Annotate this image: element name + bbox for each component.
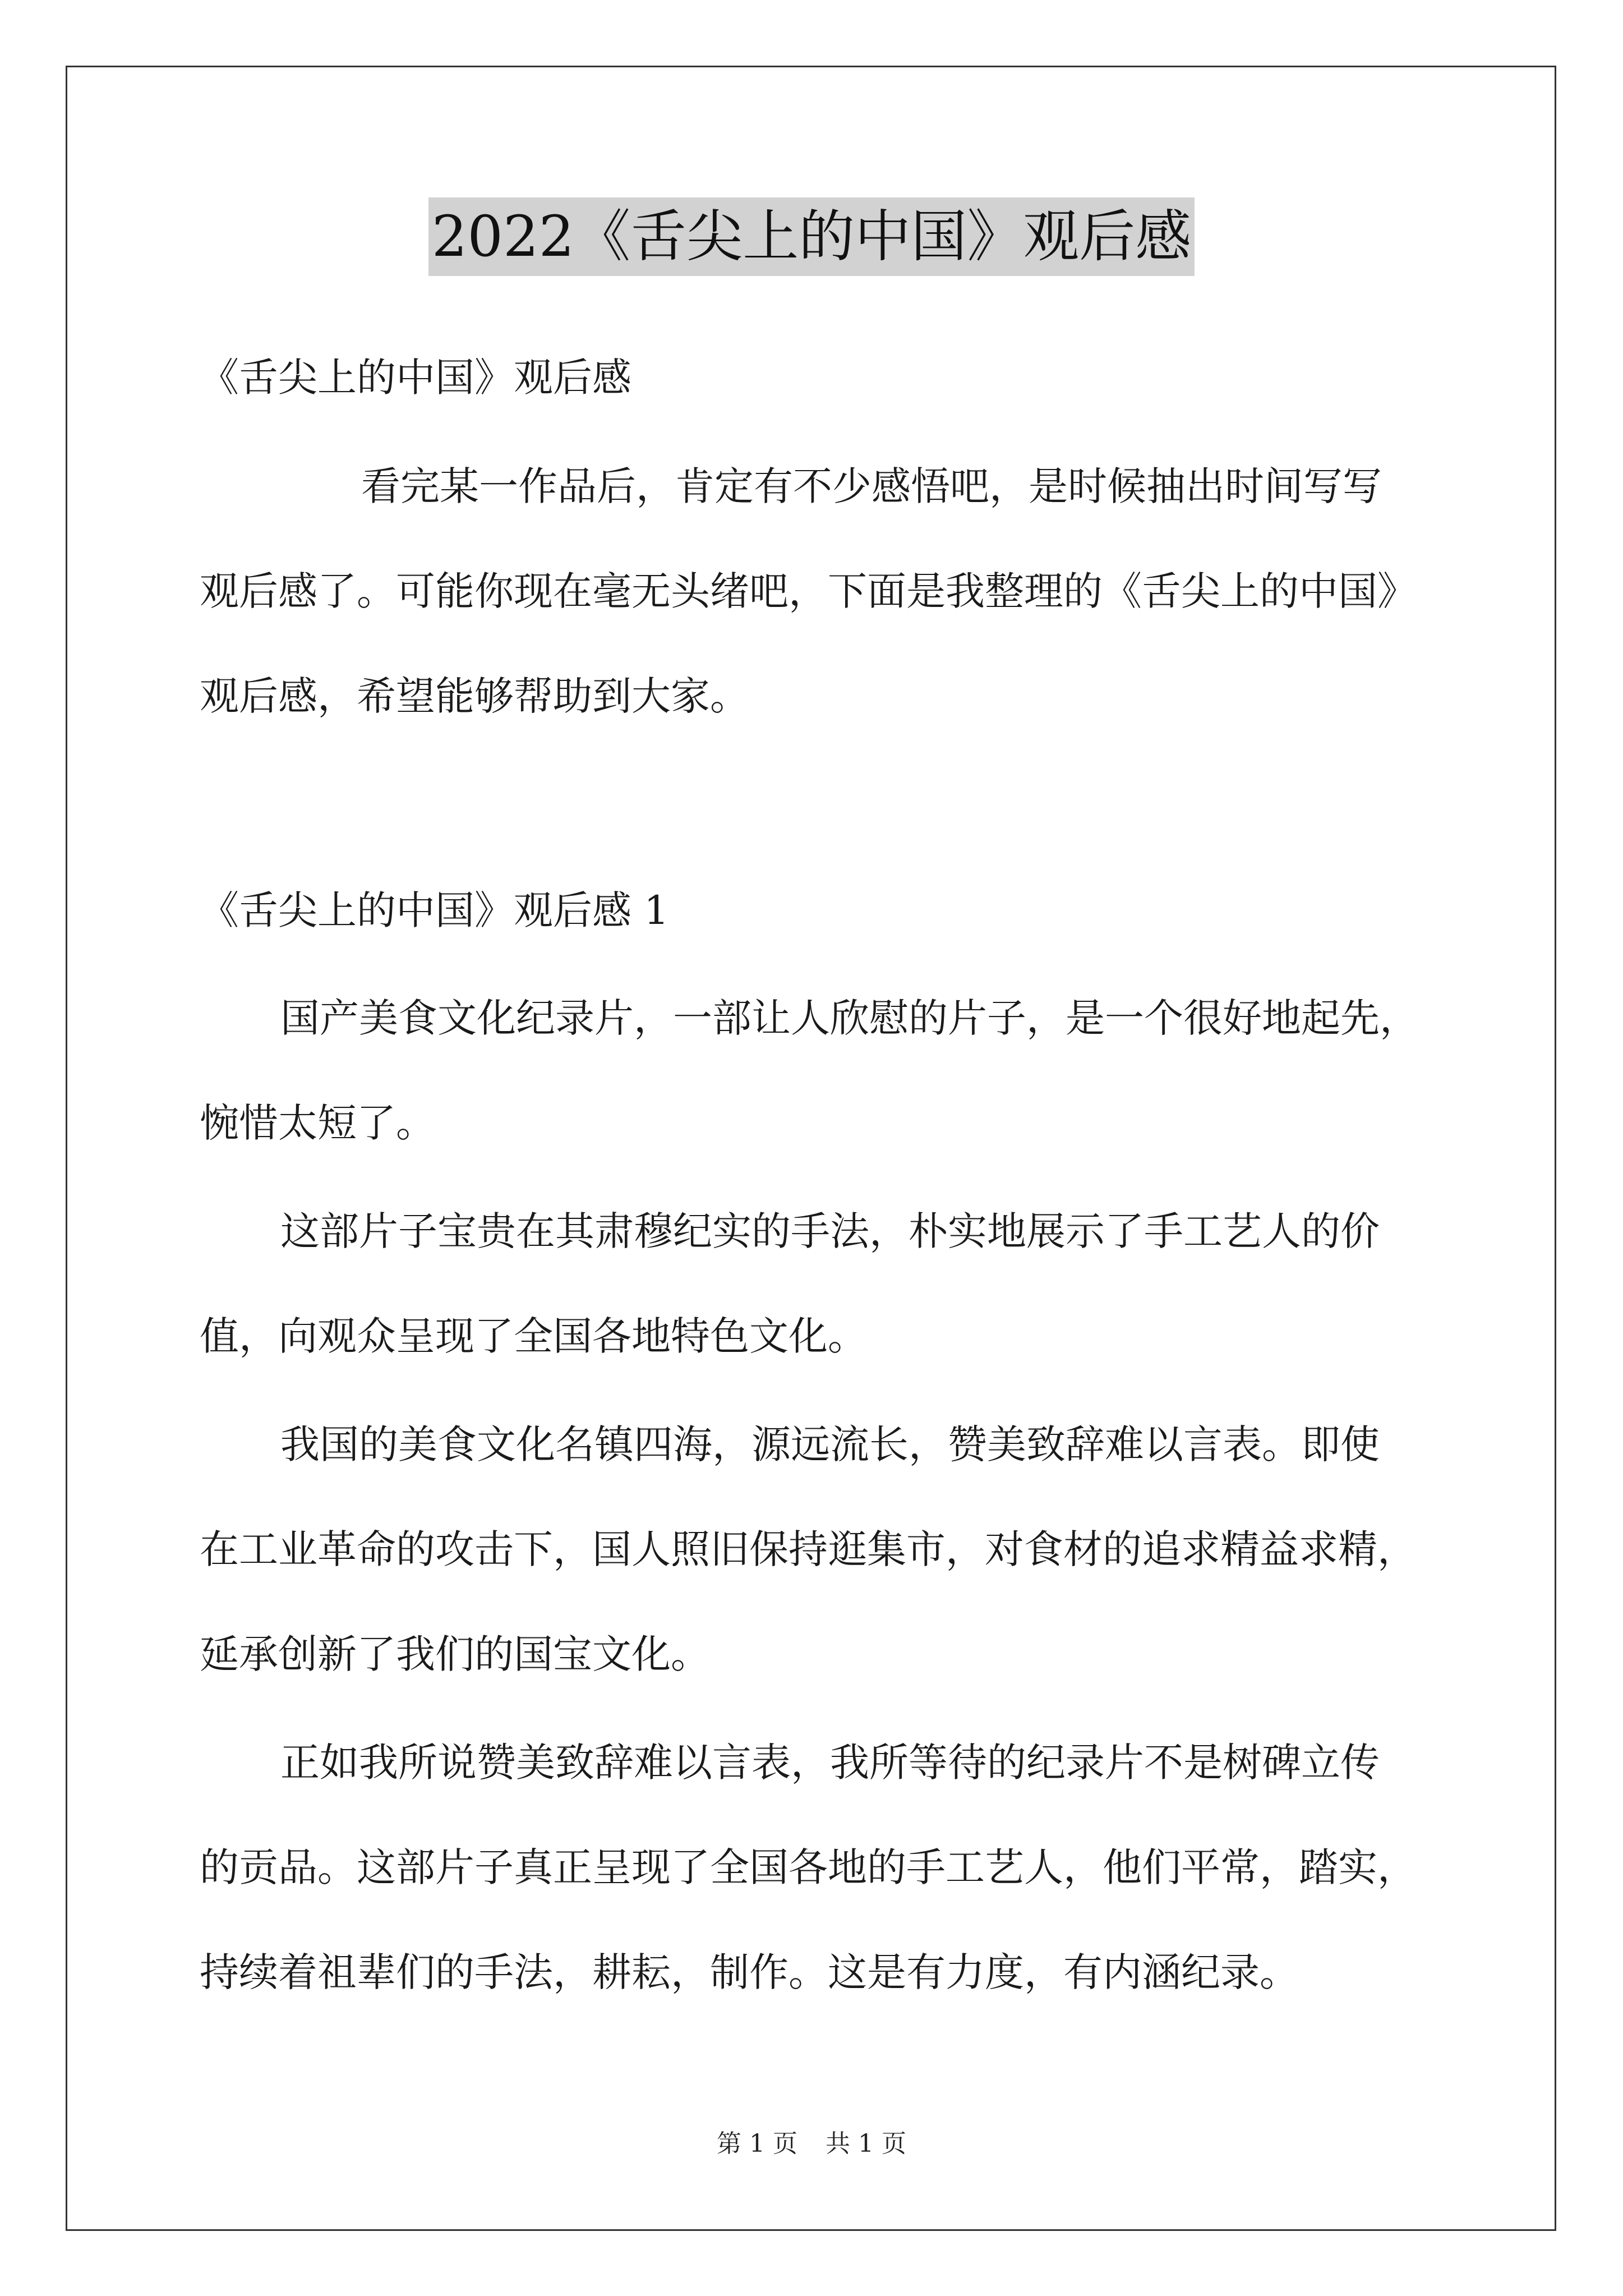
- intro-line: 观后感，希望能够帮助到大家。: [200, 673, 749, 719]
- intro-line: 看完某一作品后，肯定有不少感悟吧，是时候抽出时间写写: [361, 463, 1382, 509]
- body-line: 惋惜太短了。: [200, 1100, 435, 1146]
- page-number: 第 1 页: [717, 2129, 797, 2158]
- body-line: 这部片子宝贵在其肃穆纪实的手法，朴实地展示了手工艺人的价: [280, 1208, 1380, 1254]
- body-line: 正如我所说赞美致辞难以言表，我所等待的纪录片不是树碑立传: [280, 1740, 1380, 1786]
- body-line: 持续着祖辈们的手法，耕耘，制作。这是有力度，有内涵纪录。: [200, 1949, 1299, 1995]
- section-heading: 《舌尖上的中国》观后感 1: [200, 887, 669, 933]
- document-title: 2022《舌尖上的中国》观后感: [428, 197, 1195, 276]
- body-line: 在工业革命的攻击下，国人照旧保持逛集市，对食材的追求精益求精，: [200, 1526, 1417, 1572]
- body-line: 我国的美食文化名镇四海，源远流长，赞美致辞难以言表。即使: [280, 1421, 1380, 1467]
- page-footer: [0, 2127, 1623, 2161]
- intro-line: 观后感了。可能你现在毫无头绪吧，下面是我整理的《舌尖上的中国》: [200, 568, 1417, 614]
- body-line: 的贡品。这部片子真正呈现了全国各地的手工艺人，他们平常，踏实，: [200, 1844, 1417, 1890]
- body-line: 国产美食文化纪录片，一部让人欣慰的片子，是一个很好地起先，: [280, 995, 1419, 1041]
- title-wrapper: [0, 197, 1623, 276]
- body-line: 延承创新了我们的国宝文化。: [200, 1631, 710, 1677]
- page-total: 共 1 页: [826, 2129, 906, 2158]
- intro-heading: 《舌尖上的中国》观后感: [200, 355, 631, 401]
- body-line: 值，向观众呈现了全国各地特色文化。: [200, 1313, 867, 1359]
